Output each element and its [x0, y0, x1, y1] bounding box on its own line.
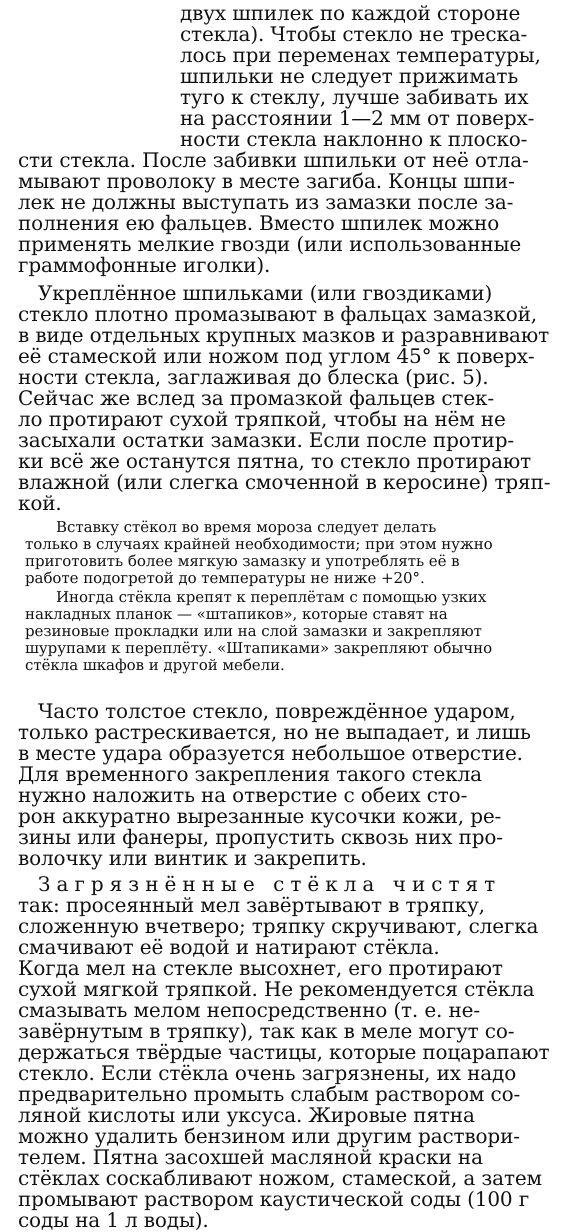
text-line-42: предварительно промыть слабым раствором со- [18, 1082, 521, 1106]
text-line-26: только растрескивается, но не выпадает, и лишь [18, 720, 531, 744]
text-line-13: граммофонные иголки). [18, 253, 271, 277]
text-line-11: полнения ею фальцев. Вместо шпилек можно [18, 211, 500, 235]
small-text-line-8: шурупами к переплёту. «Штапиками» закрепляют обычно [25, 639, 493, 657]
text-line-17: её стамеской или ножом под углом 45° к поверх- [18, 344, 535, 368]
text-line-29: нужно наложить на отверстие с обеих сто- [18, 783, 468, 807]
small-text-line-4: работе подогретой до температуры не ниже +20°. [25, 569, 425, 587]
text-line-39: завёрнутым в тряпку), так как в меле могут со- [18, 1019, 515, 1043]
text-line-22: ки всё же останутся пятна, то стекло протирают [18, 449, 532, 473]
text-line-24: кой. [18, 491, 62, 515]
text-line-47: промывают раствором каустической соды (100 г [18, 1187, 530, 1211]
text-line-32: волочку или винтик и закрепить. [18, 846, 367, 870]
text-line-12: применять мелкие гвозди (или использованные [18, 232, 522, 256]
small-text-line-3: приготовить более мягкую замазку и употреблять её в [25, 552, 460, 570]
text-line-19: Сейчас же вслед за промазкой фальцев стек- [18, 386, 494, 410]
text-line-35: смачивают её водой и натирают стёкла. [18, 935, 440, 959]
text-line-23: влажной (или слегка смоченной в керосине) тряп- [18, 470, 551, 494]
text-line-20: ло протирают сухой тряпкой, чтобы на нём не [18, 407, 506, 431]
section-lead-text: Загрязнённые стёкла чистят [38, 872, 502, 896]
text-line-28: Для временного закрепления такого стекла [18, 762, 482, 786]
text-line-40: держаться твёрдые частицы, которые поцарапают [18, 1040, 550, 1064]
text-line-38: смазывать мелом непосредственно (т. е. не- [18, 998, 480, 1022]
text-line-10: лек не должны выступать из замазки после за- [18, 190, 514, 214]
text-line-30: рон аккуратно вырезанные кусочки кожи, ре- [18, 804, 502, 828]
text-line-34: сложенную вчетверо; тряпку скручивают, слегка [18, 914, 539, 938]
small-text-line-9: стёкла шкафов и другой мебели. [25, 656, 285, 674]
text-line-36: Когда мел на стекле высохнет, его протирают [18, 956, 503, 980]
text-line-7: ности стекла наклонно к плоско- [180, 127, 528, 151]
text-line-15: стекло плотно промазывают в фальцах замазкой, [18, 302, 537, 326]
text-line-14: Укреплённое шпильками (или гвоздиками) [38, 281, 493, 305]
text-line-21: засыхали остатки замазки. Если после протир- [18, 428, 514, 452]
small-text-line-7: резиновые прокладки или на слой замазки и закрепляют [25, 622, 482, 640]
text-line-3: лось при переменах температуры, [180, 43, 541, 67]
text-line-4: шпильки не следует прижимать [180, 64, 519, 88]
text-line-6: на расстоянии 1—2 мм от поверх- [180, 106, 535, 130]
text-line-25: Часто толстое стекло, повреждённое ударом, [38, 699, 516, 723]
text-line-9: мывают проволоку в месте загиба. Концы шпи- [18, 169, 515, 193]
text-line-48: соды на 1 л воды). [18, 1208, 209, 1232]
text-line-43: ляной кислоты или уксуса. Жировые пятна [18, 1103, 475, 1127]
text-line-33: так: просеянный мел завёртывают в тряпку, [18, 893, 485, 917]
text-line-8: сти стекла. После забивки шпильки от неё отла- [18, 148, 529, 172]
text-line-1: двух шпилек по каждой стороне [180, 1, 521, 25]
text-line-27: в месте удара образуется небольшое отверстие. [18, 741, 523, 765]
small-text-line-5: Иногда стёкла крепят к переплётам с помощью узких [56, 588, 487, 606]
text-line-2: стекла). Чтобы стекло не треска- [180, 22, 528, 46]
text-line-44: можно удалить бензином или другим раствори- [18, 1124, 520, 1148]
text-line-41: стекло. Если стёкла очень загрязнены, их надо [18, 1061, 517, 1085]
small-text-line-1: Вставку стёкол во время мороза следует делать [56, 518, 437, 536]
small-text-line-2: только в случаях крайней необходимости; при этом нужно [25, 535, 493, 553]
text-line-18: ности стекла, заглаживая до блеска (рис. 5). [18, 365, 489, 389]
text-line-5: туго к стеклу, лучше забивать их [180, 85, 529, 109]
text-line-31: зины или фанеры, пропустить сквозь них про- [18, 825, 503, 849]
text-line-16: в виде отдельных крупных мазков и разравнивают [18, 323, 550, 347]
small-text-line-6: накладных планок — «штапиков», которые ставят на [25, 605, 448, 623]
text-line-37: сухой мягкой тряпкой. Не рекомендуется стёкла [18, 977, 535, 1001]
text-line-45: телем. Пятна засохшей масляной краски на [18, 1145, 483, 1169]
text-line-46: стёклах соскабливают ножом, стамеской, а затем [18, 1166, 542, 1190]
